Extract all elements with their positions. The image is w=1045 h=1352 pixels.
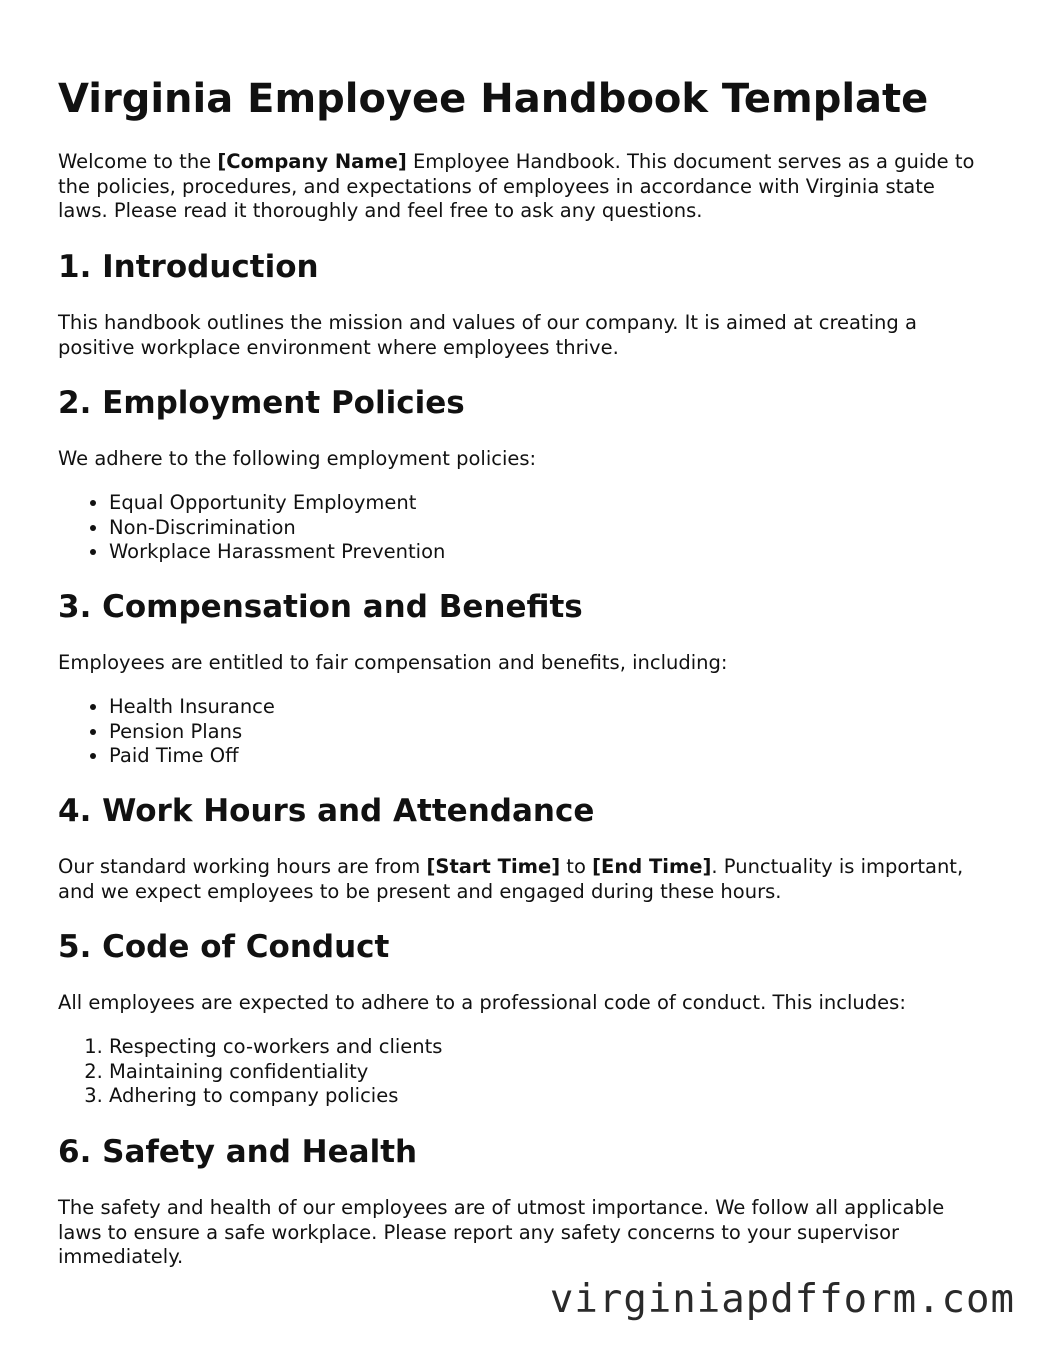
intro-text-before: Welcome to the — [58, 150, 218, 173]
list-item: 2. Maintaining confidentiality — [109, 1060, 442, 1085]
hours-text-after: . Punctuality is important, and we expect employees to be present and engaged during these hours. — [58, 855, 964, 903]
section-heading-compensation: 3. Compensation and Benefits — [58, 589, 583, 625]
list-item: • Equal Opportunity Employment — [109, 491, 445, 516]
watermark: virginiapdfform.com — [549, 1277, 1015, 1322]
conduct-list — [58, 1035, 442, 1109]
employment-policy-list — [58, 491, 445, 565]
conduct-paragraph: All employees are expected to adhere to a professional code of conduct. This includes: — [58, 991, 906, 1014]
list-item: 1. Respecting co-workers and clients — [109, 1035, 442, 1060]
list-item: • Health Insurance — [109, 695, 275, 720]
intro-paragraph — [58, 150, 988, 224]
list-item: • Non-Discrimination — [109, 516, 445, 541]
list-item: • Paid Time Off — [109, 744, 275, 769]
hours-text-middle: to — [560, 855, 593, 878]
introduction-paragraph: This handbook outlines the mission and values of our company. It is aimed at creating a positive workplace environment where employees thrive. — [58, 311, 917, 359]
compensation-paragraph: Employees are entitled to fair compensation and benefits, including: — [58, 651, 728, 674]
section-heading-safety: 6. Safety and Health — [58, 1134, 418, 1170]
section-heading-introduction: 1. Introduction — [58, 249, 319, 285]
section-heading-employment-policies: 2. Employment Policies — [58, 385, 465, 421]
company-name-placeholder: [Company Name] — [217, 150, 407, 173]
section-heading-work-hours: 4. Work Hours and Attendance — [58, 793, 595, 829]
safety-paragraph: The safety and health of our employees are of utmost importance. We follow all applicable laws to ensure a safe workplace. Please report any safety concerns to your supervisor immediately. — [58, 1196, 945, 1268]
start-time-placeholder: [Start Time] — [426, 855, 561, 878]
list-item: • Pension Plans — [109, 720, 275, 745]
work-hours-paragraph — [58, 855, 988, 904]
intro-text-after: Employee Handbook. This document serves as a guide to the policies, procedures, and expectations of employees in accordance with Virginia state laws. Please read it thoroughly and feel free to ask any questions. — [58, 150, 975, 222]
end-time-placeholder: [End Time] — [592, 855, 712, 878]
page-title: Virginia Employee Handbook Template — [58, 76, 929, 122]
benefits-list — [58, 695, 275, 769]
employment-paragraph: We adhere to the following employment policies: — [58, 447, 537, 470]
list-item: • Workplace Harassment Prevention — [109, 540, 445, 565]
section-heading-code-of-conduct: 5. Code of Conduct — [58, 929, 390, 965]
hours-text-before: Our standard working hours are from — [58, 855, 427, 878]
list-item: 3. Adhering to company policies — [109, 1084, 442, 1109]
